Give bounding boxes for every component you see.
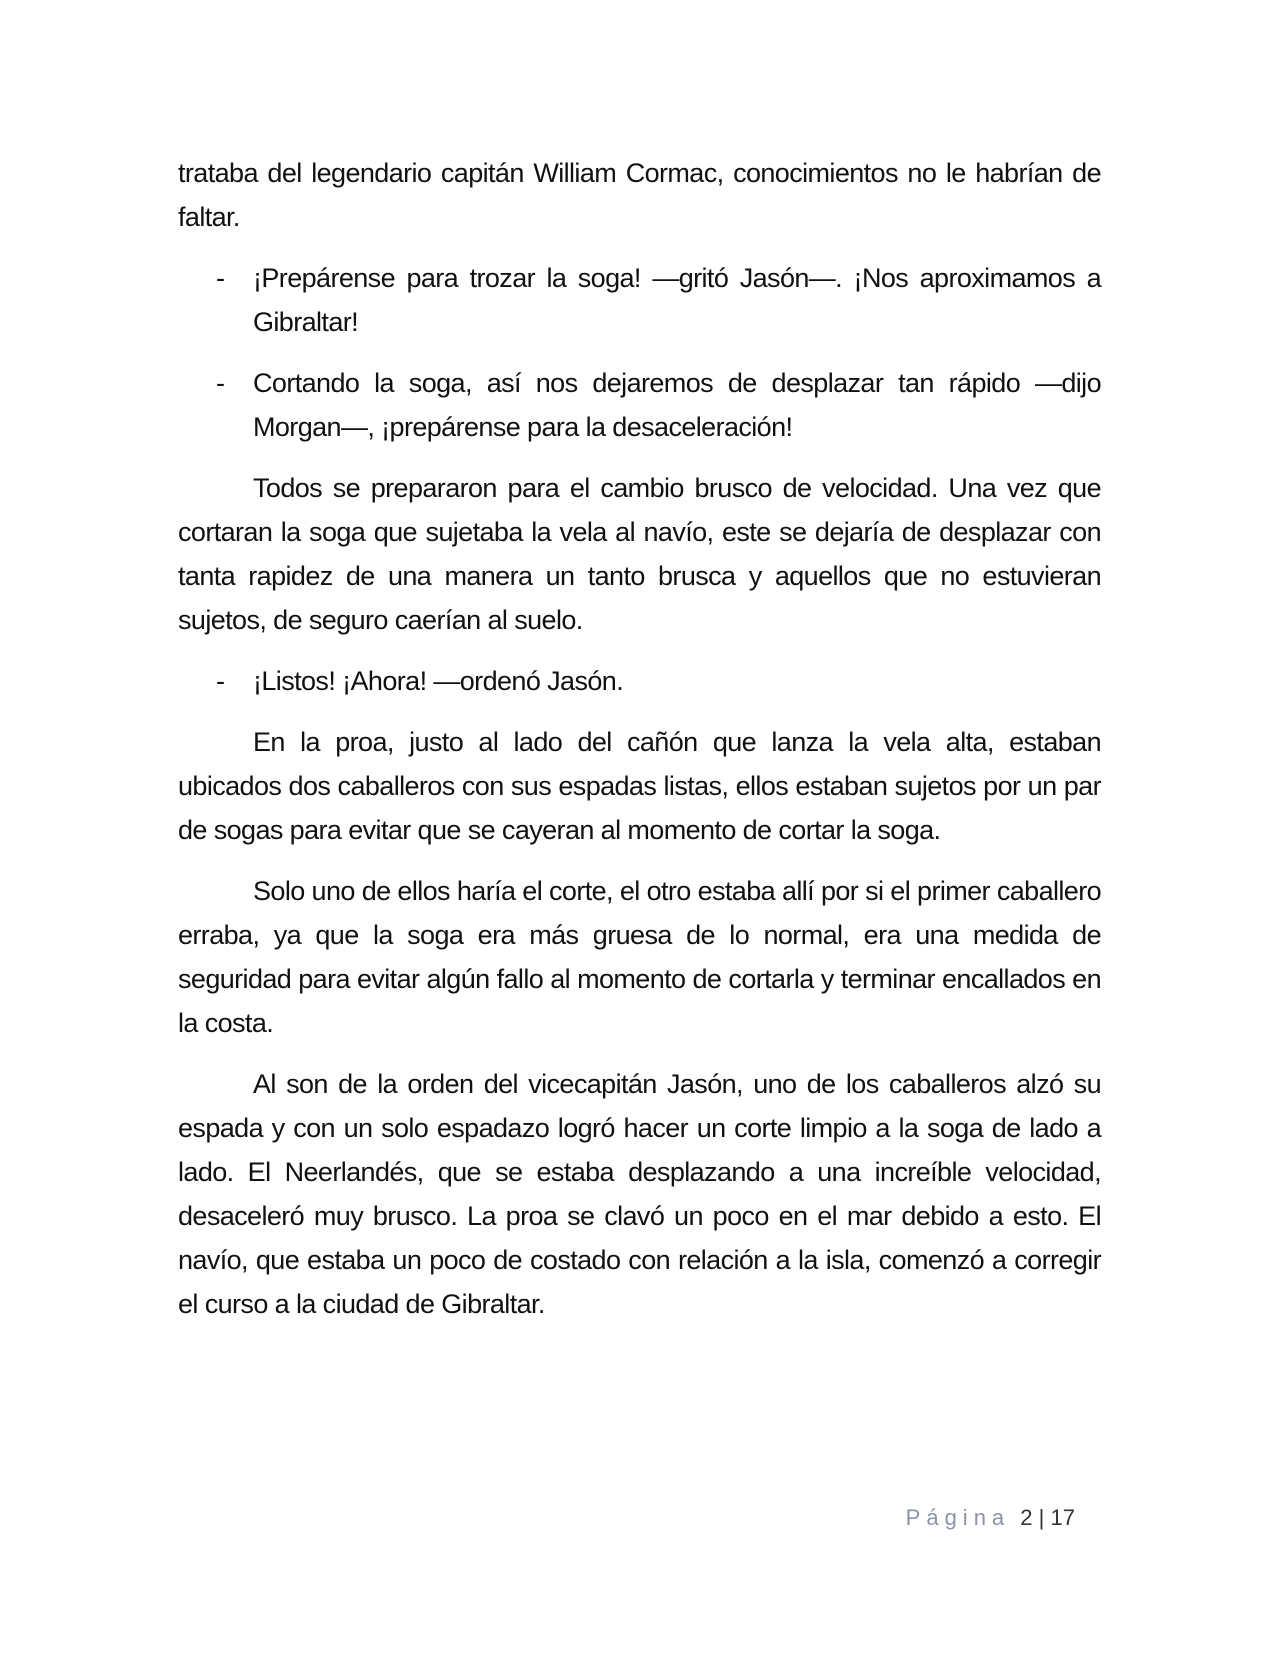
- dialogue-line: [178, 361, 1101, 449]
- current-page-number: 2: [1020, 1505, 1033, 1530]
- dialogue-line: [178, 659, 1101, 703]
- paragraph-continuation: trataba del legendario capitán William Cormac, conocimientos no le habrían de faltar.: [178, 158, 1101, 232]
- paragraph: Todos se prepararon para el cambio brusco de velocidad. Una vez que cortaran la soga que sujetaba la vela al navío, este se dejaría de desplazar con tanta rapidez de una manera un tanto brusca y aquellos que no estuvieran sujetos, de seguro caerían al suelo.: [178, 473, 1101, 635]
- page-separator: |: [1038, 1505, 1045, 1530]
- paragraph: Solo uno de ellos haría el corte, el otro estaba allí por si el primer caballero erraba, ya que la soga era más gruesa de lo normal, era una medida de seguridad para evitar algún fallo al momento de cortarla y terminar encallados en la costa.: [178, 876, 1101, 1038]
- dialogue-text: Cortando la soga, así nos dejaremos de desplazar tan rápido —dijo Morgan—, ¡prepárense para la desaceleración!: [253, 368, 1101, 442]
- dialogue-text: ¡Listos! ¡Ahora! —ordenó Jasón.: [253, 666, 624, 696]
- total-pages: 17: [1050, 1505, 1075, 1530]
- dialogue-dash: -: [216, 666, 225, 696]
- dialogue-dash: -: [216, 368, 225, 398]
- page-label: Página: [905, 1505, 1011, 1530]
- paragraph: En la proa, justo al lado del cañón que lanza la vela alta, estaban ubicados dos caballeros con sus espadas listas, ellos estaban sujetos por un par de sogas para evitar que se cayeran al momento de cortar la soga.: [178, 727, 1101, 845]
- dialogue-line: [178, 256, 1101, 344]
- paragraph: Al son de la orden del vicecapitán Jasón, uno de los caballeros alzó su espada y con un solo espadazo logró hacer un corte limpio a la soga de lado a lado. El Neerlandés, que se estaba desplazando a una increíble velocidad, desaceleró muy brusco. La proa se clavó un poco en el mar debido a esto. El navío, que estaba un poco de costado con relación a la isla, comenzó a corregir el curso a la ciudad de Gibraltar.: [178, 1069, 1101, 1319]
- document-page: [178, 151, 1101, 1343]
- page-footer: [906, 1503, 1075, 1533]
- dialogue-dash: -: [216, 263, 225, 293]
- dialogue-text: ¡Prepárense para trozar la soga! —gritó Jasón—. ¡Nos aproximamos a Gibraltar!: [253, 263, 1101, 337]
